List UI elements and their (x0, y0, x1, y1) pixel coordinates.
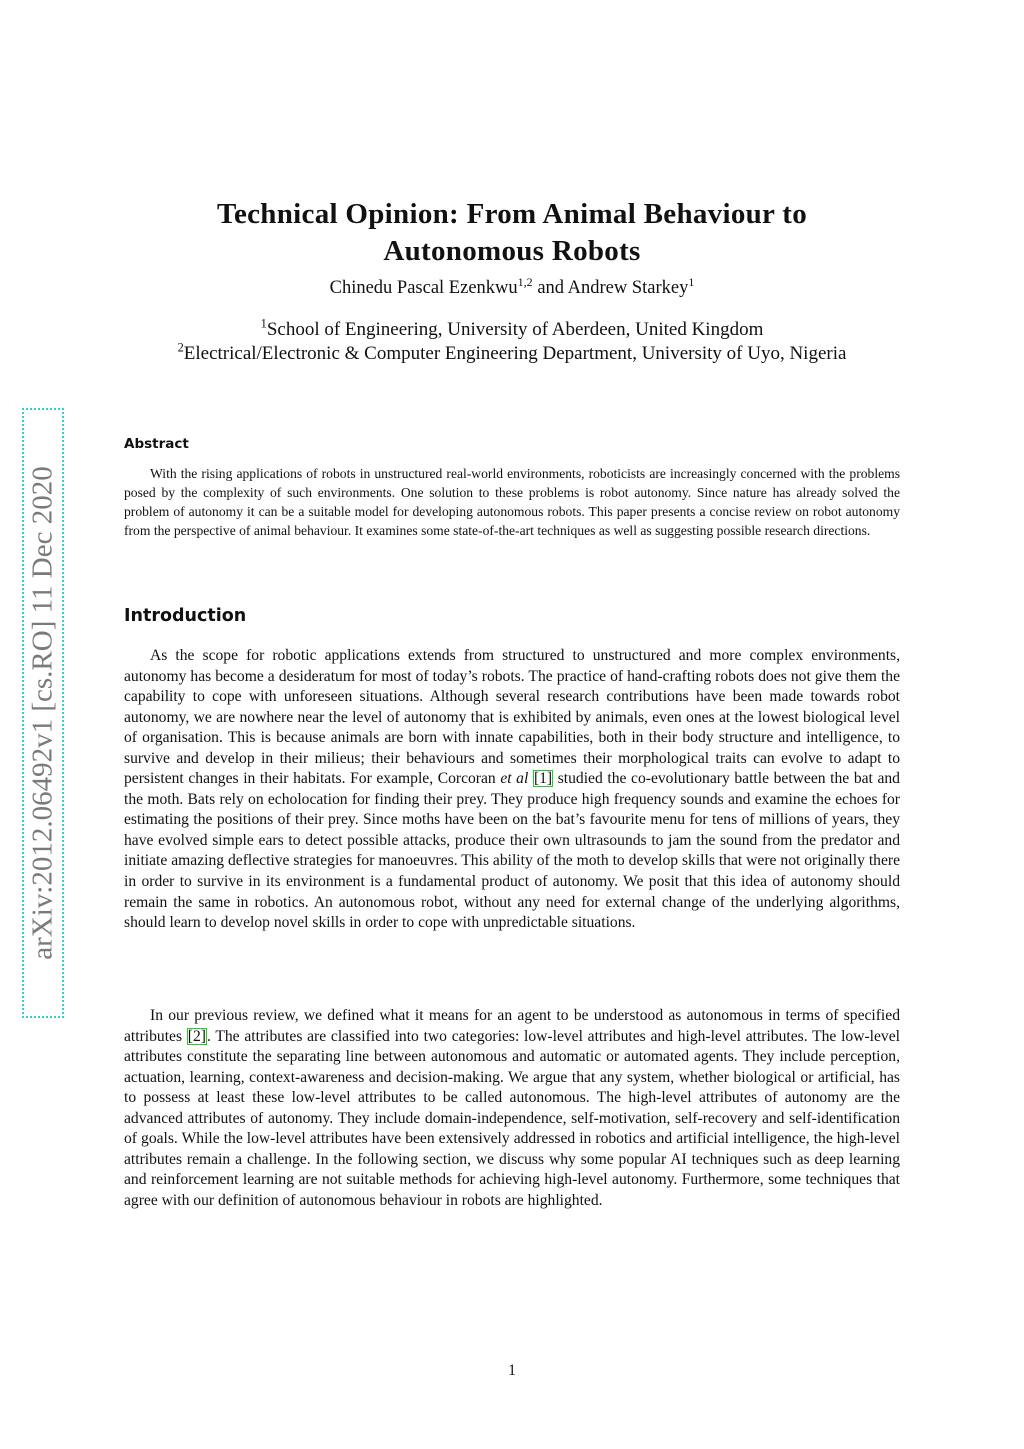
text-segment: studied the co-evolutionary battle between the bat and the moth. Bats rely on echolocation for finding their prey. They produce high frequency sounds and examine the echoes for estimating the positions of their prey. Since moths have been on the bat’s favourite menu for tens of millions of years, they have evolved simple ears to detect possible attacks, produce their own ultrasounds to jam the sound from the predator and initiate amazing deflective strategies for manoeuvres. This ability of the moth to develop skills that were not originally there in order to survive in its environment is a fundamental product of autonomy. We posit that this idea of autonomy should remain the same in robotics. An autonomous robot, without any need for external change of the underlying algorithms, should learn to develop novel skills in order to cope with unpredictable situations. (124, 770, 900, 932)
section-heading-introduction: Introduction (124, 606, 247, 626)
citation-link-1[interactable]: [1] (533, 770, 553, 788)
author-1-affil: 1,2 (517, 274, 533, 289)
affiliation-sup: 1 (260, 316, 267, 331)
affiliation-1 (0, 318, 1024, 342)
intro-paragraph-2 (124, 1006, 900, 1211)
author-2-affil: 1 (688, 274, 695, 289)
affiliation-sup: 2 (177, 340, 184, 355)
arxiv-stamp-text: arXiv:2012.06492v1 [cs.RO] 11 Dec 2020 (26, 466, 59, 960)
abstract-heading: Abstract (124, 436, 189, 452)
intro-paragraph-1 (124, 646, 900, 934)
title-line-1: Technical Opinion: From Animal Behaviour to (216, 198, 808, 230)
author-and: and (532, 278, 568, 298)
affiliation-2 (0, 342, 1024, 366)
text-segment: As the scope for robotic applications extends from structured to unstructured and more complex environments, autonomy has become a desideratum for most of today’s robots. The practice of hand-crafting robots does not give them the capability to cope with unforeseen situations. Although several research contributions have been made towards robot autonomy, we are nowhere near the level of autonomy that is exhibited by animals, even ones at the lowest biological level of organisation. This is because animals are born with innate capabilities, both in their body structure and intelligence, to survive and develop in their milieus; their behaviours and sometimes their morphological traits can evolve to adapt to persistent changes in their habitats. For example, Corcoran (124, 647, 900, 788)
affiliation-text: School of Engineering, University of Aberdeen, United Kingdom (266, 319, 764, 340)
arxiv-stamp[interactable] (22, 408, 64, 1018)
affiliation-text: Electrical/Electronic & Computer Engineering Department, University of Uyo, Nigeria (183, 343, 847, 364)
text-segment: In our previous review, we defined what it means for an agent to be understood as autonomous in terms of specified attributes (124, 1007, 900, 1045)
affiliations (0, 318, 1024, 366)
abstract-text: With the rising applications of robots in unstructured real-world environments, roboticists are increasingly concerned with the problems posed by the complexity of such environments. One solution to these problems is robot autonomy. Since nature has already solved the problem of autonomy it can be a suitable model for developing autonomous robots. This paper presents a concise review on robot autonomy from the perspective of animal behaviour. It examines some state-of-the-art techniques as well as suggesting possible research directions. (124, 466, 900, 538)
title-line-2: Autonomous Robots (383, 235, 641, 267)
text-segment: . The attributes are classified into two categories: low-level attributes and high-level attributes. The low-level attributes constitute the separating line between autonomous and automatic or automated agents. They include perception, actuation, learning, context-awareness and decision-making. We argue that any system, whether biological or artificial, has to possess at least these low-level attributes to be called autonomous. The high-level attributes of autonomy are the advanced attributes of autonomy. They include domain-independence, self-motivation, self-recovery and self-identification of goals. While the low-level attributes have been extensively addressed in robotics and artificial intelligence, the high-level attributes remain a challenge. In the following section, we discuss why some popular AI techniques such as deep learning and reinforcement learning are not suitable methods for achieving high-level autonomy. Furthermore, some techniques that agree with our definition of autonomous behaviour in robots are highlighted. (124, 1027, 900, 1209)
author-2: Andrew Starkey (567, 278, 689, 298)
citation-link-2[interactable]: [2] (187, 1027, 206, 1045)
page-number: 1 (508, 1362, 516, 1379)
paper-title (0, 196, 1024, 270)
authors (0, 274, 1024, 299)
author-1: Chinedu Pascal Ezenkwu (329, 278, 518, 298)
text-emphasis: et al (500, 770, 529, 788)
